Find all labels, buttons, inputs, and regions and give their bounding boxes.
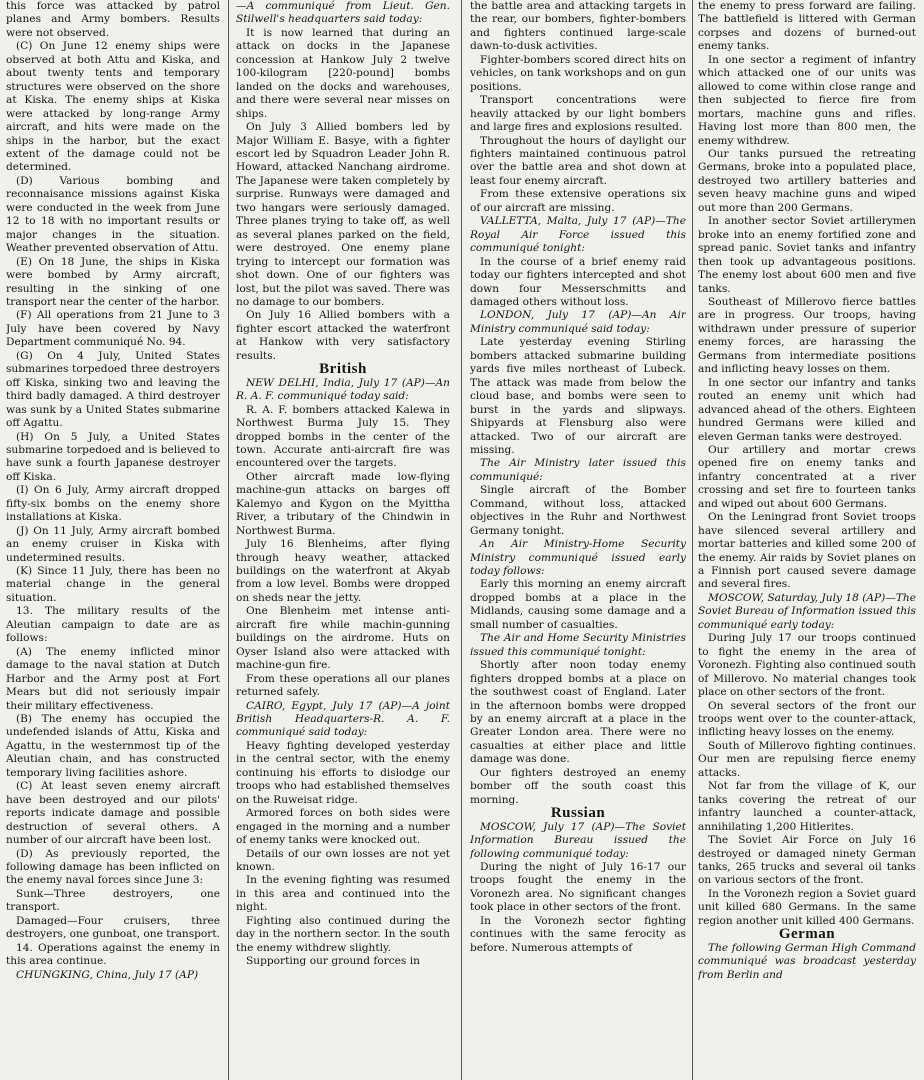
paragraph: (I) On 6 July, Army aircraft dropped fifty-six bombs on the enemy shore installations at Kiska. <box>6 484 220 524</box>
paragraph: In one sector our infantry and tanks routed an enemy unit which had advanced ahead of the others. Eighteen hundred Germans were killed and eleven German tanks were destroyed. <box>698 376 916 443</box>
paragraph: Details of our own losses are not yet known. <box>236 847 450 873</box>
communique-intro: The Air Ministry later issued this communiqué: <box>470 457 686 483</box>
paragraph: 13. The military results of the Aleutian campaign to date are as follows: <box>6 605 220 645</box>
paragraph: On July 3 Allied bombers led by Major William E. Basye, with a fighter escort led by Squadron Leader John R. Howard, attacked Nanchang airdrome. The Japanese were taken completely by surprise. Runways were damaged and two hangars were seriously damaged. Three planes trying to take off, as well as several planes parked on the field, were destroyed. One enemy plane trying to intercept our formation was shot down. One of our fighters was lost, but the pilot was saved. There was no damage to our bombers. <box>236 121 450 308</box>
paragraph: In the course of a brief enemy raid today our fighters intercepted and shot down four Messerschmitts and damaged others without loss. <box>470 255 686 308</box>
paragraph: During the night of July 16-17 our troops fought the enemy in the Voronezh area. No significant changes took place in other sectors of the front. <box>470 861 686 914</box>
paragraph: Early this morning an enemy aircraft dropped bombs at a place in the Midlands, causing some damage and a small number of casualties. <box>470 578 686 631</box>
dateline: MOSCOW, July 17 (AP)—The Soviet Information Bureau issued the following communiqué today: <box>470 820 686 860</box>
paragraph: In the Voronezh sector fighting continues with the same ferocity as before. Numerous attempts of <box>470 914 686 954</box>
paragraph: (F) All operations from 21 June to 3 July have been covered by Navy Department communiqué No. 94. <box>6 309 220 349</box>
paragraph: Our artillery and mortar crews opened fire on enemy tanks and infantry concentrated at a river crossing and set fire to fourteen tanks and wiped out about 600 Germans. <box>698 443 916 510</box>
paragraph: In the Voronezh region a Soviet guard unit killed 680 Germans. In the same region another unit killed 400 Germans. <box>698 887 916 927</box>
paragraph: On several sectors of the front our troops went over to the counter-attack, inflicting heavy losses on the enemy. <box>698 699 916 739</box>
paragraph: (C) On June 12 enemy ships were observed at both Attu and Kiska, and about twenty tents and temporary structures were observed on the shore at Kiska. The enemy ships at Kiska were attacked by long-range Army aircraft, and hits were made on the ships in the harbor, but the exact extent of the damage could not be determined. <box>6 40 220 174</box>
paragraph: (A) The enemy inflicted minor damage to the naval station at Dutch Harbor and the Army post at Fort Mears but did not seriously impair their military effectiveness. <box>6 645 220 712</box>
section-heading: Russian <box>550 805 606 822</box>
section-heading: German <box>778 926 836 943</box>
paragraph: From these operations all our planes returned safely. <box>236 672 450 699</box>
paragraph: the battle area and attacking targets in the rear, our bombers, fighter-bombers and fighters continued large-scale dawn-to-dusk activities. <box>470 0 686 53</box>
dateline: NEW DELHI, India, July 17 (AP)—An R. A. F. communiqué today said: <box>236 376 450 403</box>
paragraph: Our tanks pursued the retreating Germans, broke into a populated place, destroyed two artillery batteries and seven heavy machine guns and wiped out more than 200 Germans. <box>698 147 916 214</box>
paragraph: From these extensive operations six of our aircraft are missing. <box>470 188 686 214</box>
dateline: CAIRO, Egypt, July 17 (AP)—A joint British Headquarters-R. A. F. communiqué said today: <box>236 699 450 739</box>
paragraph: Late yesterday evening Stirling bombers attacked submarine building yards five miles northeast of Lubeck. The attack was made from below the cloud base, and bombs were seen to burst in the yards and slipways. Shipyards at Flensburg also were attacked. Two of our aircraft are missing. <box>470 336 686 456</box>
paragraph: Damaged—Four cruisers, three destroyers, one gunboat, one transport. <box>6 914 220 941</box>
paragraph: (G) On 4 July, United States submarines torpedoed three destroyers off Kiska, sinking two and leaving the third badly damaged. A third destroyer was sunk by a United States submarine off Agattu. <box>6 349 220 430</box>
paragraph: Throughout the hours of daylight our fighters maintained continuous patrol over the battle area and shot down at least four enemy aircraft. <box>470 134 686 187</box>
paragraph: It is now learned that during an attack on docks in the Japanese concession at Hankow July 2 twelve 100-kilogram [220-pound] bombs landed on the docks and warehouses, and there were several near misses on ships. <box>236 26 450 120</box>
communique-intro: The following German High Command communiqué was broadcast yesterday from Berlin and <box>698 941 916 981</box>
paragraph: Single aircraft of the Bomber Command, without loss, attacked objectives in the Ruhr and Northwest Germany tonight. <box>470 484 686 537</box>
column-4 <box>698 0 916 1080</box>
paragraph: One Blenheim met intense anti-aircraft fire while machin-gunning buildings on the airdrome. Huts on Oyser Island also were attacked with machine-gun fire. <box>236 605 450 672</box>
paragraph: (H) On 5 July, a United States submarine torpedoed and is believed to have sunk a fourth Japanese destroyer off Kiska. <box>6 430 220 483</box>
dateline: LONDON, July 17 (AP)—An Air Ministry communiqué said today: <box>470 309 686 335</box>
column-rule <box>228 0 229 1080</box>
paragraph: this force was attacked by patrol planes and Army bombers. Results were not observed. <box>6 0 220 39</box>
column-2 <box>236 0 450 1080</box>
dateline: —A communiqué from Lieut. Gen. Stilwell's headquarters said today: <box>236 0 450 26</box>
paragraph: South of Millerovo fighting continues. Our men are repulsing fierce enemy attacks. <box>698 739 916 779</box>
paragraph: Supporting our ground forces in <box>246 955 420 968</box>
paragraph: (D) Various bombing and reconnaisance missions against Kiska were conducted in the week from June 12 to 18 with no important results or major changes in the situation. Weather prevented observation of Attu. <box>6 174 220 255</box>
paragraph: During July 17 our troops continued to fight the enemy in the area of Voronezh. Fighting also continued south of Millerovo. No material changes took place on other sectors of the front. <box>698 632 916 699</box>
paragraph: On the Leningrad front Soviet troops have silenced several artillery and mortar batteries and killed some 200 of the enemy. Air raids by Soviet planes on a Finnish port caused severe damage and several fires. <box>698 511 916 591</box>
communique-intro: The Air and Home Security Ministries issued this communiqué tonight: <box>470 632 686 658</box>
paragraph: July 16 Blenheims, after flying through heavy weather, attacked buildings on the waterfront at Akyab from a low level. Bombs were dropped on sheds near the jetty. <box>236 538 450 604</box>
paragraph: (K) Since 11 July, there has been no material change in the general situation. <box>6 565 220 604</box>
paragraph: Shortly after noon today enemy fighters dropped bombs at a place on the southwest coast of England. Later in the afternoon bombs were dropped by an enemy aircraft at a place in the Greater London area. There were no casualties at either place and little damage was done. <box>470 659 686 766</box>
paragraph: Southeast of Millerovo fierce battles are in progress. Our troops, having withdrawn under pressure of superior enemy forces, are harassing the Germans from intermediate positions and inflicting heavy losses on them. <box>698 295 916 376</box>
communique-intro: An Air Ministry-Home Security Ministry communiqué issued early today follows: <box>470 538 686 578</box>
paragraph: The Soviet Air Force on July 16 destroyed or damaged ninety German tanks, 265 trucks and several oil tanks on various sectors of the front. <box>698 834 916 887</box>
paragraph: (B) The enemy has occupied the undefended islands of Attu, Kiska and Agattu, in the westernmost tip of the Aleutian chain, and has constructed temporary living facilities ashore. <box>6 713 220 779</box>
column-3 <box>470 0 686 1080</box>
paragraph: In another sector Soviet artillerymen broke into an enemy fortified zone and spread panic. Soviet tanks and infantry then took up advantageous positions. The enemy lost about 600 men and five tanks. <box>698 215 916 295</box>
paragraph: Armored forces on both sides were engaged in the morning and a number of enemy tanks were knocked out. <box>236 807 450 847</box>
section-heading: British <box>319 361 367 378</box>
column-rule <box>692 0 693 1080</box>
column-1 <box>6 0 220 1080</box>
paragraph: Sunk—Three destroyers, one transport. <box>6 887 220 914</box>
paragraph: Fighting also continued during the day in the northern sector. In the south the enemy withdrew slightly. <box>236 914 450 954</box>
dateline: CHUNGKING, China, July 17 (AP) <box>16 968 199 981</box>
paragraph: In the evening fighting was resumed in this area and continued into the night. <box>236 874 450 914</box>
paragraph: 14. Operations against the enemy in this area continue. <box>6 941 220 968</box>
paragraph: Transport concentrations were heavily attacked by our light bombers and large fires and explosions resulted. <box>470 94 686 134</box>
paragraph: Our fighters destroyed an enemy bomber off the south coast this morning. <box>470 766 686 806</box>
column-rule <box>461 0 462 1080</box>
paragraph: (E) On 18 June, the ships in Kiska were bombed by Army aircraft, resulting in the sinking of one transport near the center of the harbor. <box>6 255 220 308</box>
paragraph: On July 16 Allied bombers with a fighter escort attacked the waterfront at Hankow with very satisfactory results. <box>236 309 450 362</box>
paragraph: Heavy fighting developed yesterday in the central sector, with the enemy continuing his efforts to dislodge our troops who had established themselves on the Ruweisat ridge. <box>236 739 450 806</box>
paragraph: (J) On 11 July, Army aircraft bombed an enemy cruiser in Kiska with undetermined results. <box>6 524 220 564</box>
paragraph: (D) As previously reported, the following damage has been inflicted on the enemy naval forces since June 3: <box>6 847 220 887</box>
dateline: MOSCOW, Saturday, July 18 (AP)—The Soviet Bureau of Information issued this communiqué early today: <box>698 591 916 631</box>
paragraph: R. A. F. bombers attacked Kalewa in Northwest Burma July 15. They dropped bombs in the center of the town. Accurate anti-aircraft fire was encountered over the targets. <box>236 403 450 470</box>
paragraph: In one sector a regiment of infantry which attacked one of our units was allowed to come within close range and then subjected to fierce fire from mortars, machine guns and rifles. Having lost more than 800 men, the enemy withdrew. <box>698 53 916 147</box>
paragraph: Not far from the village of K, our tanks covering the retreat of our infantry launched a counter-attack, annihilating 1,200 Hitlerites. <box>698 780 916 833</box>
paragraph: Other aircraft made low-flying machine-gun attacks on barges off Kalemyo and Kygon on the Myittha River, a tributary of the Chindwin in Northwest Burma. <box>236 470 450 537</box>
paragraph: (C) At least seven enemy aircraft have been destroyed and our pilots' reports indicate damage and possible destruction of several others. A number of our aircraft have been lost. <box>6 780 220 847</box>
paragraph: the enemy to press forward are failing. The battlefield is littered with German corpses and dozens of burned-out enemy tanks. <box>698 0 916 53</box>
paragraph: Fighter-bombers scored direct hits on vehicles, on tank workshops and on gun positions. <box>470 53 686 93</box>
dateline: VALLETTA, Malta, July 17 (AP)—The Royal Air Force issued this communiqué tonight: <box>470 215 686 255</box>
